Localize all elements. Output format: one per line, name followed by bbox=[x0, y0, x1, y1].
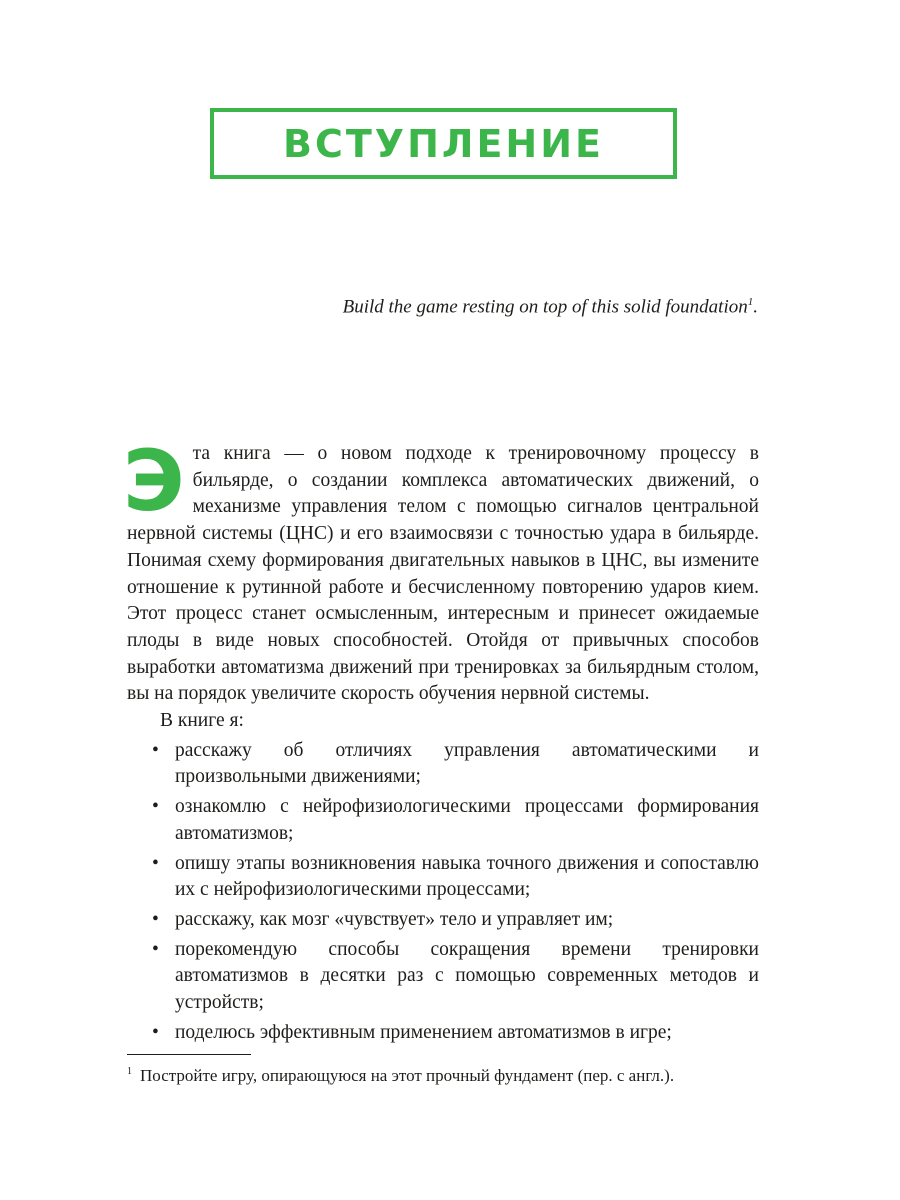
epigraph-text: Build the game resting on top of this solid foundation bbox=[342, 296, 748, 318]
bullet-dot-icon: • bbox=[152, 938, 159, 960]
paragraph-1-text: та книга — о новом подходе к тренировочному процессу в бильярде, о создании комплекса автоматических движений, о механизме управления телом с помощью сигналов центральной нервной системы (ЦНС) и его взаимосвязи с точностью удара в бильярде. Понимая схему формирования двигательных навыков в ЦНС, вы измените отношение к рутинной работе и бесчисленному повторению ударов кием. Этот процесс станет осмысленным, интересным и принесет ожидаемые плоды в виде новых способностей. Отойдя от привычных способов выработки автоматизма движений при тренировках за бильярдным столом, вы на порядок увеличите скорость обучения нервной системы. bbox=[127, 443, 759, 705]
bullet-dot-icon: • bbox=[152, 852, 159, 874]
list-item bbox=[127, 937, 759, 1017]
footnote-text: Постройте игру, опирающуюся на этот прочный фундамент (пер. с англ.). bbox=[140, 1066, 675, 1085]
epigraph-footnote-mark[interactable]: 1 bbox=[747, 296, 754, 308]
bullet-dot-icon: • bbox=[152, 908, 159, 930]
list-item-text: ознакомлю с нейрофизиологическими процессами формирования автоматизмов; bbox=[175, 796, 759, 844]
list-item-text: поделюсь эффективным применением автоматизмов в игре; bbox=[175, 1021, 672, 1043]
bullet-dot-icon: • bbox=[152, 796, 159, 818]
bullet-list bbox=[127, 738, 759, 1047]
list-item-text: расскажу об отличиях управления автоматическими и произвольными движениями; bbox=[175, 739, 759, 788]
list-item bbox=[127, 907, 759, 934]
body-text bbox=[123, 432, 759, 1049]
list-item bbox=[127, 851, 759, 904]
list-item bbox=[127, 1020, 759, 1047]
list-item bbox=[127, 794, 759, 847]
footnote bbox=[127, 1066, 674, 1086]
list-item-text: опишу этапы возникновения навыка точного движения и сопоставлю их с нейрофизиологическими процессами; bbox=[175, 852, 759, 901]
chapter-title: ВСТУПЛЕНИЕ bbox=[283, 121, 604, 166]
epigraph bbox=[343, 296, 758, 318]
list-item-text: расскажу, как мозг «чувствует» тело и управляет им; bbox=[175, 908, 614, 930]
list-intro: В книге я: bbox=[160, 710, 244, 732]
footnote-divider bbox=[127, 1054, 251, 1055]
footnote-mark: 1 bbox=[127, 1066, 132, 1078]
paragraph-1 bbox=[123, 432, 759, 708]
list-item bbox=[127, 738, 759, 791]
list-item-text: порекомендую способы сокращения времени тренировки автоматизмов в десятки раз с помощью современных методов и устройств; bbox=[175, 938, 759, 1014]
bullet-dot-icon: • bbox=[152, 739, 159, 761]
drop-cap: Э bbox=[123, 432, 185, 530]
bullet-dot-icon: • bbox=[152, 1021, 159, 1043]
epigraph-end: . bbox=[753, 296, 758, 318]
chapter-title-frame bbox=[210, 108, 677, 179]
